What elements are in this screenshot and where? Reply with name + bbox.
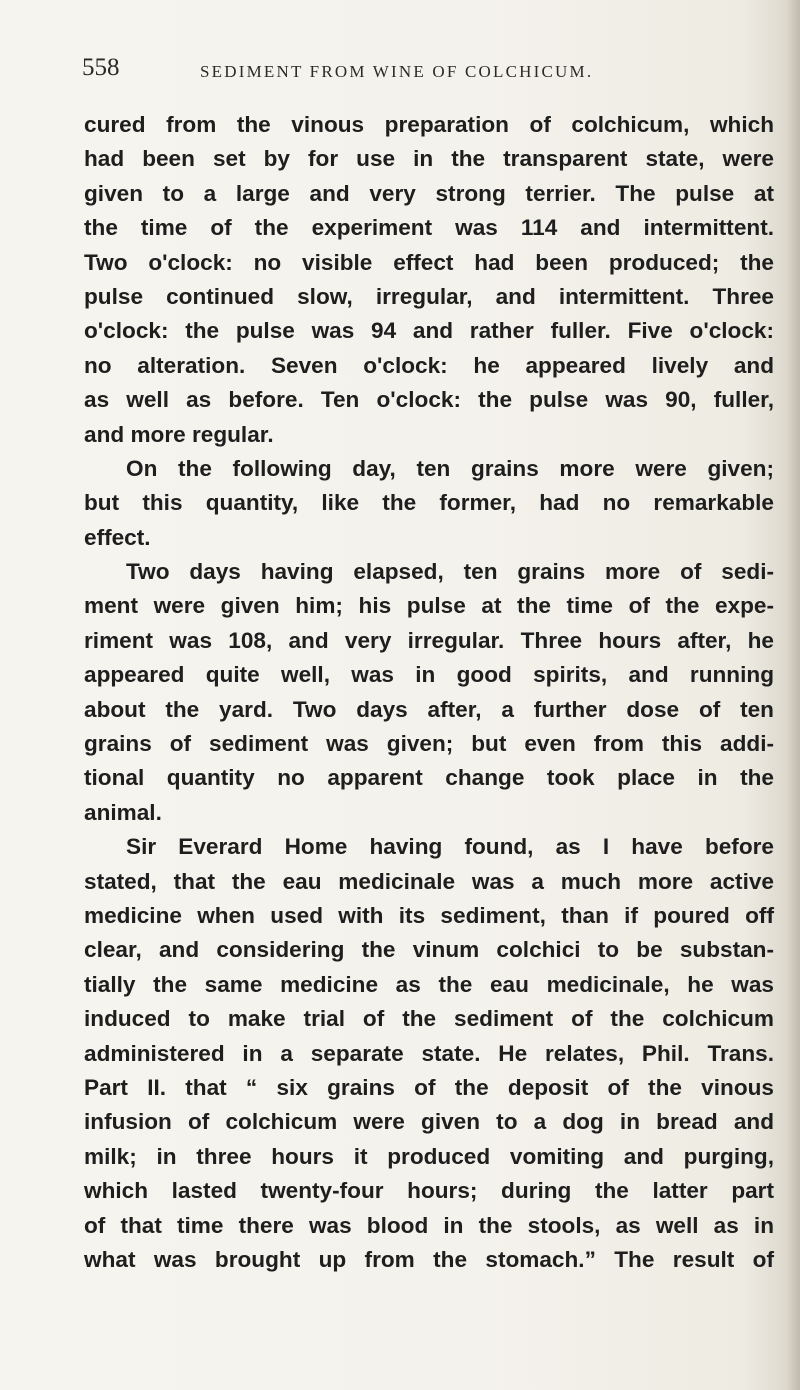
text-line: o'clock: the pulse was 94 and rather fuller. Five o'clock: [84, 318, 774, 344]
text-line: Part II. that “ six grains of the deposit of the vinous [84, 1074, 774, 1100]
text-line: administered in a separate state. He relates, Phil. Trans. [84, 1040, 774, 1066]
text-line: milk; in three hours it produced vomiting and purging, [84, 1143, 774, 1169]
text-line: cured from the vinous preparation of colchicum, which [84, 112, 774, 137]
page-edge-shadow [786, 0, 800, 1390]
text-line: as well as before. Ten o'clock: the pulse was 90, fuller, [84, 387, 774, 413]
body-text [84, 108, 774, 1277]
text-line: of that time there was blood in the stools, as well as in [84, 1212, 774, 1238]
text-line: Sir Everard Home having found, as I have before [126, 834, 774, 860]
text-line: pulse continued slow, irregular, and intermittent. Three [84, 283, 774, 309]
text-line: induced to make trial of the sediment of the colchicum [84, 1006, 774, 1032]
text-line: the time of the experiment was 114 and intermittent. [84, 215, 774, 241]
text-line: medicine when used with its sediment, than if poured off [84, 902, 774, 928]
text-line: ment were given him; his pulse at the time of the expe- [84, 593, 774, 619]
text-line: animal. [84, 799, 162, 825]
text-line: no alteration. Seven o'clock: he appeared lively and [84, 352, 774, 378]
text-line: stated, that the eau medicinale was a much more active [84, 868, 774, 894]
text-line: effect. [84, 524, 151, 550]
text-line: had been set by for use in the transparent state, were [84, 146, 774, 172]
text-line: which lasted twenty-four hours; during the latter part [84, 1178, 774, 1204]
text-line: tially the same medicine as the eau medicinale, he was [84, 971, 774, 997]
text-line: and more regular. [84, 421, 274, 447]
running-head: SEDIMENT FROM WINE OF COLCHICUM. [200, 62, 594, 81]
text-line: appeared quite well, was in good spirits, and running [84, 662, 774, 688]
text-line: grains of sediment was given; but even from this addi- [84, 731, 774, 757]
text-line: Two o'clock: no visible effect had been produced; the [84, 249, 774, 275]
page-header [82, 54, 762, 90]
text-line: Two days having elapsed, ten grains more of sedi- [126, 559, 774, 585]
page-number: 558 [82, 54, 120, 81]
text-line: clear, and considering the vinum colchici to be substan- [84, 937, 774, 963]
text-line: infusion of colchicum were given to a dog in bread and [84, 1109, 774, 1135]
text-line: about the yard. Two days after, a further dose of ten [84, 696, 774, 722]
text-line: but this quantity, like the former, had no remarkable [84, 490, 774, 516]
text-line: what was brought up from the stomach.” The result of [84, 1246, 774, 1272]
text-line: On the following day, ten grains more were given; [126, 455, 774, 481]
text-line: tional quantity no apparent change took place in the [84, 765, 774, 791]
text-line: riment was 108, and very irregular. Three hours after, he [84, 627, 774, 653]
text-line: given to a large and very strong terrier. The pulse at [84, 180, 774, 206]
